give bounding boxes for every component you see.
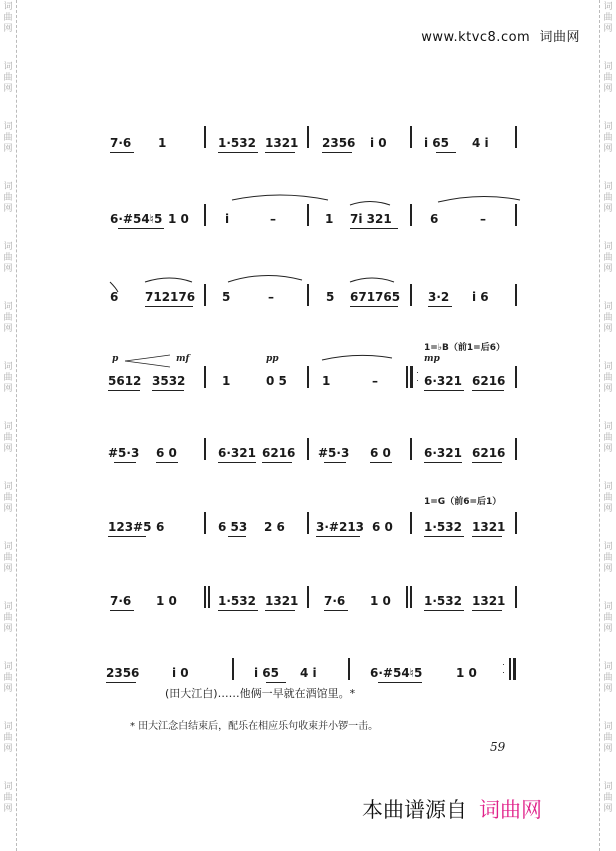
repeat-barline bbox=[410, 366, 413, 388]
barline bbox=[410, 438, 412, 460]
note: 1·532 bbox=[218, 136, 256, 150]
note: 4 i bbox=[300, 666, 317, 680]
underline bbox=[424, 610, 464, 611]
barline bbox=[204, 512, 206, 534]
underline bbox=[218, 462, 256, 463]
dynamic-mark: pp bbox=[266, 354, 279, 364]
barline bbox=[307, 512, 309, 534]
watermark-text: 词 曲 网 bbox=[603, 122, 613, 154]
barline bbox=[307, 204, 309, 226]
watermark-text: 词 曲 网 bbox=[3, 542, 13, 574]
score-row-5 bbox=[0, 434, 616, 494]
note: 1321 bbox=[472, 520, 506, 534]
underline bbox=[472, 462, 502, 463]
note: 6·321 bbox=[218, 446, 256, 460]
underline bbox=[472, 390, 504, 391]
note: 7·6 bbox=[324, 594, 346, 608]
barline bbox=[406, 586, 408, 608]
underline bbox=[106, 682, 136, 683]
underline bbox=[110, 610, 134, 611]
barline bbox=[515, 366, 517, 388]
note: i 6 bbox=[472, 290, 489, 304]
underline bbox=[218, 152, 258, 153]
watermark-text: 词 曲 网 bbox=[3, 302, 13, 334]
underline bbox=[350, 306, 398, 307]
note: 6 bbox=[110, 290, 119, 304]
note: – bbox=[372, 374, 378, 388]
note: 6 0 bbox=[156, 446, 177, 460]
underline bbox=[428, 306, 452, 307]
watermark-text: 词 曲 网 bbox=[3, 662, 13, 694]
barline bbox=[307, 366, 309, 388]
score-row-6 bbox=[0, 494, 616, 554]
barline bbox=[307, 284, 309, 306]
barline bbox=[307, 438, 309, 460]
score-row-4 bbox=[0, 340, 616, 400]
key-change: 1=G（前6=后1） bbox=[424, 497, 502, 507]
watermark-text: 词 曲 网 bbox=[3, 482, 13, 514]
note: 1 0 bbox=[370, 594, 391, 608]
underline bbox=[218, 610, 258, 611]
note: 1 0 bbox=[156, 594, 177, 608]
watermark-text: 词 曲 网 bbox=[603, 2, 613, 34]
barline bbox=[515, 438, 517, 460]
barline bbox=[307, 126, 309, 148]
note: 3·#213 bbox=[316, 520, 365, 534]
note: i bbox=[225, 212, 230, 226]
note: 6216 bbox=[472, 374, 506, 388]
note: 1321 bbox=[472, 594, 506, 608]
barline bbox=[204, 126, 206, 148]
note: 6·321 bbox=[424, 374, 462, 388]
note: 6·#54♮5 bbox=[370, 666, 423, 680]
site-header[interactable] bbox=[421, 26, 580, 45]
barline bbox=[515, 512, 517, 534]
underline bbox=[228, 536, 246, 537]
underline bbox=[316, 536, 360, 537]
score-row-8 bbox=[0, 654, 616, 714]
note: 5 bbox=[326, 290, 335, 304]
note: 1321 bbox=[265, 594, 299, 608]
note: 1321 bbox=[265, 136, 299, 150]
barline bbox=[204, 284, 206, 306]
note: – bbox=[480, 212, 486, 226]
barline bbox=[515, 586, 517, 608]
note: 1 0 bbox=[168, 212, 189, 226]
key-change: 1=♭B（前1=后6） bbox=[424, 343, 505, 353]
dynamic-mark: mp bbox=[424, 354, 440, 364]
watermark-text: 词 曲 网 bbox=[603, 242, 613, 274]
watermark-text: 词 曲 网 bbox=[3, 182, 13, 214]
barline bbox=[410, 284, 412, 306]
note: #5·3 bbox=[108, 446, 140, 460]
note: 1 bbox=[322, 374, 331, 388]
note: 6 0 bbox=[370, 446, 391, 460]
repeat-barline bbox=[406, 366, 408, 388]
watermark-text: 词 曲 网 bbox=[3, 122, 13, 154]
barline bbox=[410, 512, 412, 534]
score-row-2 bbox=[0, 196, 616, 256]
barline bbox=[410, 204, 412, 226]
note: – bbox=[268, 290, 274, 304]
underline bbox=[472, 536, 502, 537]
barline bbox=[410, 126, 412, 148]
score-row-1 bbox=[0, 118, 616, 178]
watermark-text: 词 曲 网 bbox=[603, 302, 613, 334]
note: 5612 bbox=[108, 374, 142, 388]
note: 6 53 bbox=[218, 520, 248, 534]
watermark-text: 词 曲 网 bbox=[603, 62, 613, 94]
site-url[interactable]: www.ktvc8.com bbox=[421, 30, 531, 45]
watermark-text: 词 曲 网 bbox=[3, 242, 13, 274]
page-number: 59 bbox=[490, 740, 506, 754]
underline bbox=[378, 682, 422, 683]
note: i 65 bbox=[424, 136, 449, 150]
note: 6·321 bbox=[424, 446, 462, 460]
barline bbox=[307, 586, 309, 608]
note: 1·532 bbox=[424, 520, 462, 534]
watermark-text: 词 曲 网 bbox=[603, 662, 613, 694]
note: 3532 bbox=[152, 374, 186, 388]
note: 6 bbox=[156, 520, 165, 534]
watermark-text: 词 曲 网 bbox=[3, 602, 13, 634]
watermark-text: 词 曲 网 bbox=[3, 722, 13, 754]
underline bbox=[108, 390, 140, 391]
note: – bbox=[270, 212, 276, 226]
source-brand[interactable]: 词曲网 bbox=[479, 798, 542, 822]
note: 7i 321 bbox=[350, 212, 392, 226]
note: i 65 bbox=[254, 666, 279, 680]
note: 2 6 bbox=[264, 520, 285, 534]
note: 6 0 bbox=[372, 520, 393, 534]
watermark-text: 词 曲 网 bbox=[603, 182, 613, 214]
watermark-text: 词 曲 网 bbox=[603, 542, 613, 574]
score-row-7 bbox=[0, 584, 616, 644]
score-row-3 bbox=[0, 276, 616, 336]
note: #5·3 bbox=[318, 446, 350, 460]
underline bbox=[114, 462, 136, 463]
note: 6·#54♮5 bbox=[110, 212, 163, 226]
underline bbox=[262, 462, 292, 463]
barline bbox=[204, 586, 206, 608]
watermark-text: 词 曲 网 bbox=[3, 422, 13, 454]
note: 0 5 bbox=[266, 374, 287, 388]
barline bbox=[515, 204, 517, 226]
note: i 0 bbox=[172, 666, 189, 680]
note: 1 0 bbox=[456, 666, 477, 680]
barline bbox=[348, 658, 350, 680]
underline bbox=[118, 228, 164, 229]
watermark-text: 词 曲 网 bbox=[603, 482, 613, 514]
barline bbox=[515, 126, 517, 148]
site-name[interactable]: 词曲网 bbox=[539, 30, 580, 45]
footnote: * 田大江念白结束后，配乐在相应乐句收束并小锣一击。 bbox=[130, 721, 379, 732]
watermark-text: 词 曲 网 bbox=[603, 362, 613, 394]
note: 1 bbox=[325, 212, 334, 226]
note: 7·6 bbox=[110, 594, 132, 608]
watermark-text: 词 曲 网 bbox=[3, 782, 13, 814]
note: 6216 bbox=[472, 446, 506, 460]
watermark-text: 词 曲 网 bbox=[603, 722, 613, 754]
barline bbox=[204, 204, 206, 226]
underline bbox=[424, 390, 464, 391]
underline bbox=[265, 610, 295, 611]
note: 6 bbox=[430, 212, 439, 226]
barline bbox=[232, 658, 234, 680]
note: 1 bbox=[158, 136, 167, 150]
source-credit bbox=[362, 794, 542, 824]
underline bbox=[152, 390, 184, 391]
note: 123#5 bbox=[108, 520, 152, 534]
watermark-text: 词 曲 网 bbox=[3, 62, 13, 94]
underline bbox=[265, 152, 295, 153]
note: 5 bbox=[222, 290, 231, 304]
note: 6216 bbox=[262, 446, 296, 460]
underline bbox=[424, 536, 464, 537]
underline bbox=[324, 610, 348, 611]
note: 1 bbox=[222, 374, 231, 388]
underline bbox=[322, 152, 352, 153]
underline bbox=[266, 682, 286, 683]
watermark-text: 词 曲 网 bbox=[603, 602, 613, 634]
watermark-text: 词 曲 网 bbox=[603, 422, 613, 454]
underline bbox=[156, 462, 178, 463]
repeat-dots: · · bbox=[502, 659, 505, 677]
note: 712176 bbox=[145, 290, 196, 304]
underline bbox=[110, 152, 134, 153]
repeat-barline bbox=[513, 658, 516, 680]
repeat-barline bbox=[509, 658, 511, 680]
source-prefix: 本曲谱源自 bbox=[362, 798, 467, 822]
underline bbox=[370, 462, 392, 463]
note: 3·2 bbox=[428, 290, 450, 304]
barline bbox=[208, 586, 210, 608]
note: 2356 bbox=[106, 666, 140, 680]
underline bbox=[350, 228, 398, 229]
barline bbox=[204, 366, 206, 388]
note: 1·532 bbox=[218, 594, 256, 608]
underline bbox=[424, 462, 462, 463]
watermark-text: 词 曲 网 bbox=[3, 362, 13, 394]
barline bbox=[515, 284, 517, 306]
watermark-text: 词 曲 网 bbox=[3, 2, 13, 34]
barline bbox=[204, 438, 206, 460]
barline bbox=[410, 586, 412, 608]
note: i 0 bbox=[370, 136, 387, 150]
note: 4 i bbox=[472, 136, 489, 150]
spoken-line: (田大江白)……他俩一早就在酒馆里。* bbox=[165, 687, 356, 700]
underline bbox=[145, 306, 193, 307]
note: 671765 bbox=[350, 290, 401, 304]
dynamic-mark: p bbox=[112, 354, 119, 364]
underline bbox=[324, 462, 346, 463]
note: 2356 bbox=[322, 136, 356, 150]
note: 7·6 bbox=[110, 136, 132, 150]
underline bbox=[436, 152, 456, 153]
underline bbox=[472, 610, 502, 611]
dynamic-mark: mf bbox=[176, 354, 190, 364]
watermark-text: 词 曲 网 bbox=[603, 782, 613, 814]
underline bbox=[108, 536, 146, 537]
note: 1·532 bbox=[424, 594, 462, 608]
repeat-dots: · · bbox=[416, 367, 419, 385]
